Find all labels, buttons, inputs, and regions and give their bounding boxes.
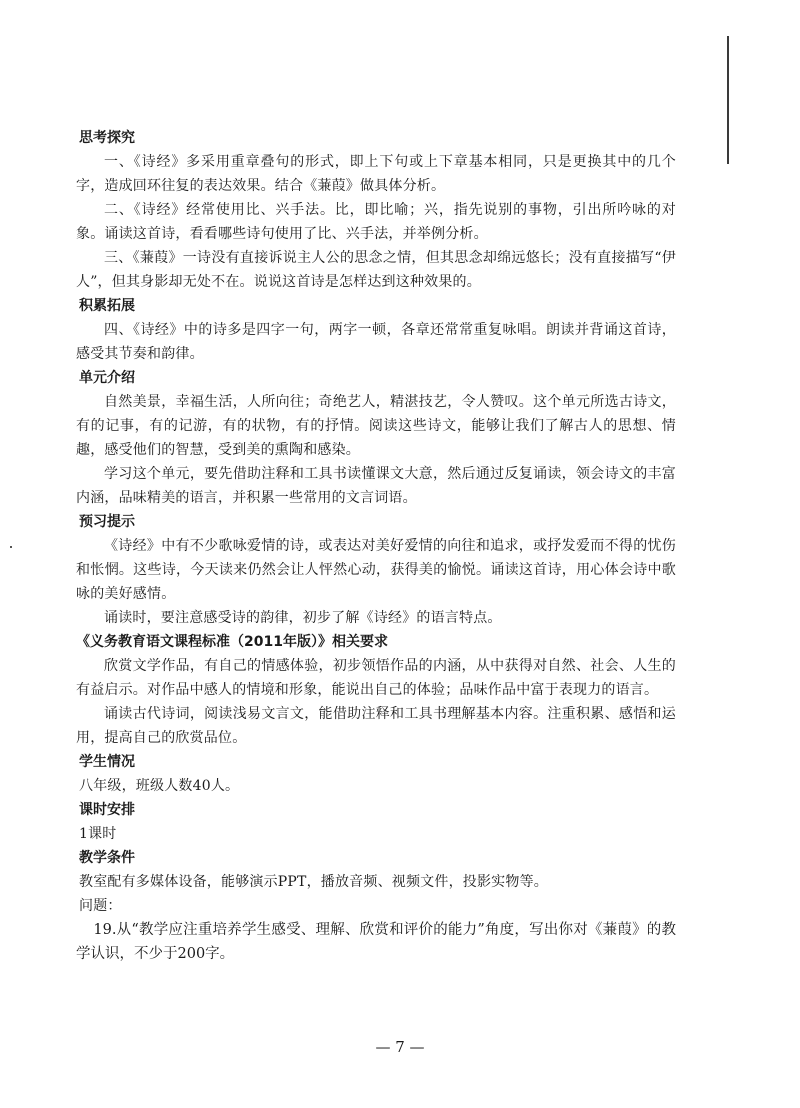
section-heading-standard: 《义务教育语文课程标准（2011年版）》相关要求 xyxy=(76,634,388,650)
question-label: 问题： xyxy=(79,898,122,914)
paragraph: 教室配有多媒体设备，能够演示PPT，播放音频、视频文件，投影实物等。 xyxy=(79,874,548,890)
paragraph: 自然美景，幸福生活，人所向往；奇绝艺人，精湛技艺，令人赞叹。这个单元所选古诗文，有的记事，有的记游，有的状物，有的抒情。阅读这些诗文，能够让我们了解古人的思想、情趣，感受他们的智慧，受到美的熏陶和感染。 xyxy=(76,394,676,458)
question-text: 19.从“教学应注重培养学生感受、理解、欣赏和评价的能力”角度，写出你对《蒹葭》的教学认识，不少于200字。 xyxy=(76,922,676,962)
page-number: — 7 — xyxy=(375,1038,425,1056)
section-heading-tips: 预习提示 xyxy=(79,514,135,530)
paragraph: 1课时 xyxy=(79,826,117,842)
paragraph: 《诗经》中有不少歌咏爱情的诗，或表达对美好爱情的向往和追求，或抒发爱而不得的忧伤和怅惘。这些诗，今天读来仍然会让人怦然心动，获得美的愉悦。诵读这首诗，用心体会诗中歌咏的美好感情。 xyxy=(76,538,676,602)
section-heading-unit: 单元介绍 xyxy=(79,370,135,386)
paragraph: 一、《诗经》多采用重章叠句的形式，即上下句或上下章基本相同，只是更换其中的几个字，造成回环往复的表达效果。结合《蒹葭》做具体分析。 xyxy=(76,154,676,194)
section-heading-students: 学生情况 xyxy=(79,754,135,770)
section-heading-think: 思考探究 xyxy=(79,130,135,146)
scan-speck xyxy=(10,546,12,548)
section-heading-schedule: 课时安排 xyxy=(79,802,135,818)
section-heading-conditions: 教学条件 xyxy=(79,850,135,866)
document-body xyxy=(76,126,676,966)
paragraph: 诵读时，要注意感受诗的韵律，初步了解《诗经》的语言特点。 xyxy=(104,610,502,626)
page-edge-line xyxy=(727,36,729,164)
paragraph: 欣赏文学作品，有自己的情感体验，初步领悟作品的内涵，从中获得对自然、社会、人生的有益启示。对作品中感人的情境和形象，能说出自己的体验；品味作品中富于表现力的语言。 xyxy=(76,658,676,698)
paragraph: 八年级，班级人数40人。 xyxy=(79,778,240,794)
paragraph: 学习这个单元，要先借助注释和工具书读懂课文大意，然后通过反复诵读，领会诗文的丰富内涵，品味精美的语言，并积累一些常用的文言词语。 xyxy=(76,466,676,506)
paragraph: 二、《诗经》经常使用比、兴手法。比，即比喻；兴，指先说别的事物，引出所吟咏的对象。诵读这首诗，看看哪些诗句使用了比、兴手法，并举例分析。 xyxy=(76,202,676,242)
paragraph: 四、《诗经》中的诗多是四字一句，两字一顿，各章还常常重复咏唱。朗读并背诵这首诗，感受其节奏和韵律。 xyxy=(76,322,676,362)
paragraph: 三、《蒹葭》一诗没有直接诉说主人公的思念之情，但其思念却绵远悠长；没有直接描写“伊人”，但其身影却无处不在。说说这首诗是怎样达到这种效果的。 xyxy=(76,250,676,290)
section-heading-extend: 积累拓展 xyxy=(79,298,135,314)
paragraph: 诵读古代诗词，阅读浅易文言文，能借助注释和工具书理解基本内容。注重积累、感悟和运用，提高自己的欣赏品位。 xyxy=(76,706,676,746)
